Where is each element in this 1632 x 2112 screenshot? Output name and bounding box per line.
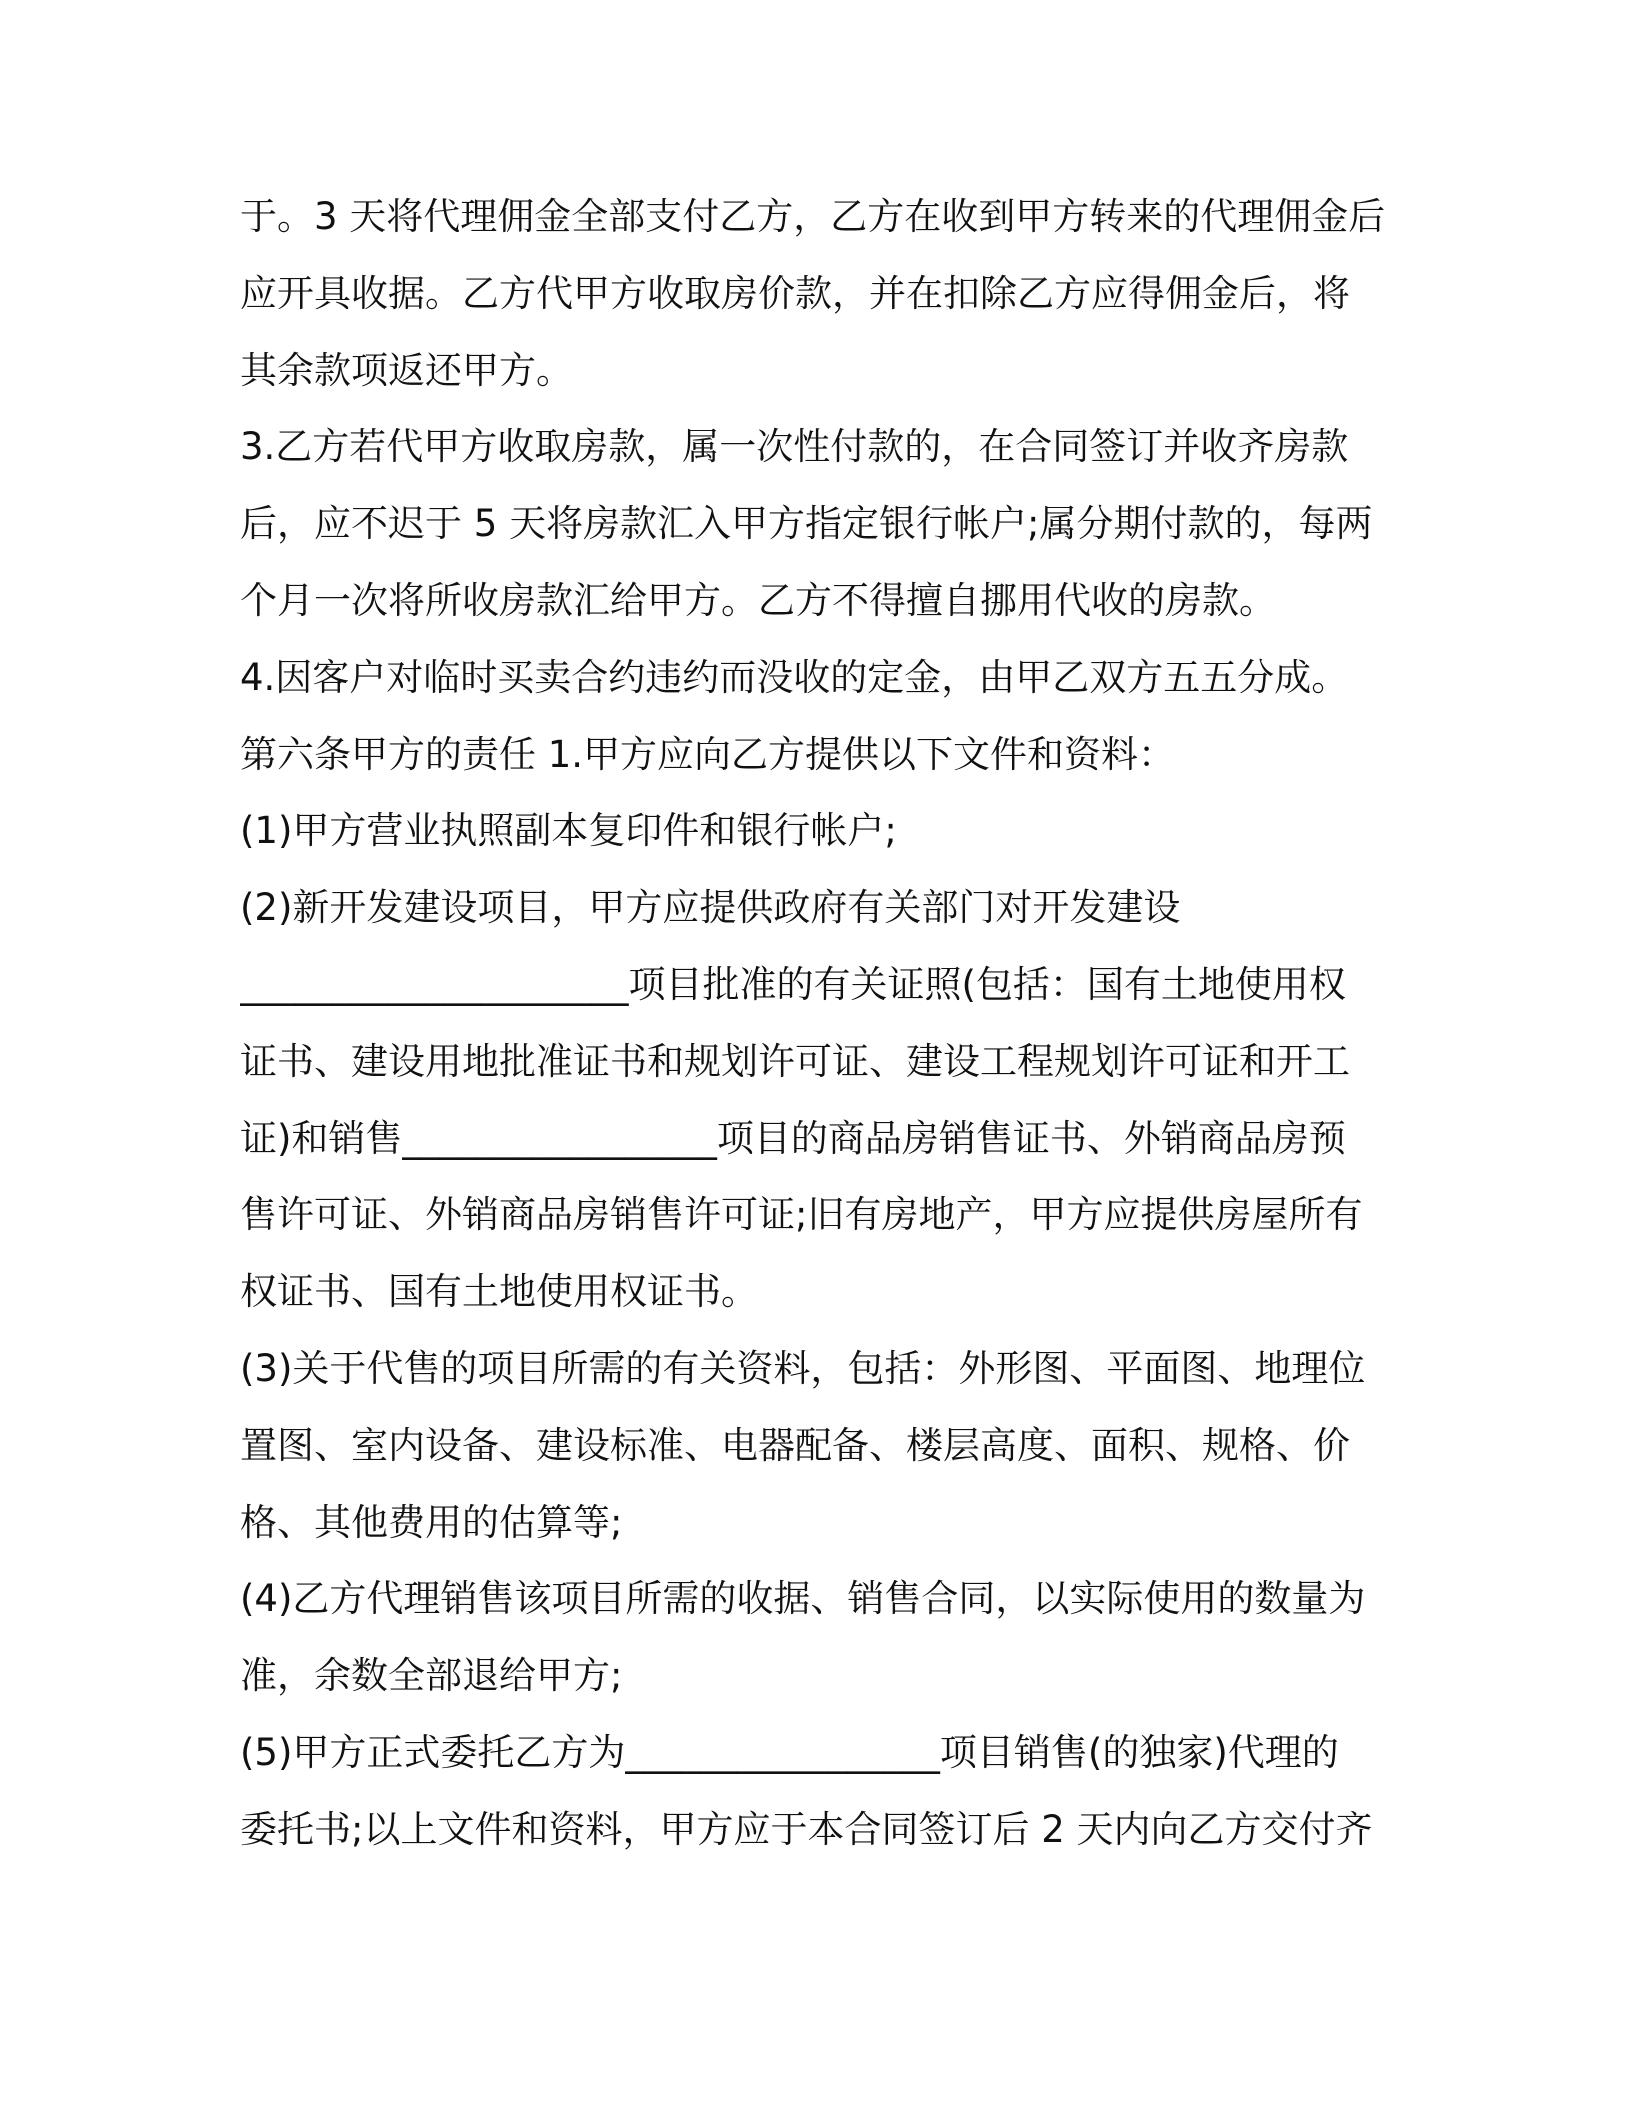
text-line: _____________________项目批准的有关证照(包括：国有土地使用权 [240, 962, 1346, 1006]
body-text [240, 179, 1400, 1869]
text-line: (4)乙方代理销售该项目所需的收据、销售合同，以实际使用的数量为 [240, 1577, 1366, 1621]
text-line: 证书、建设用地批准证书和规划许可证、建设工程规划许可证和开工 [240, 1039, 1350, 1083]
text-line: 证)和销售_________________项目的商品房销售证书、外销商品房预 [240, 1116, 1346, 1160]
text-line: 后，应不迟于 5 天将房款汇入甲方指定银行帐户;属分期付款的，每两 [240, 502, 1373, 546]
section-heading-line: 第六条甲方的责任 1.甲方应向乙方提供以下文件和资料： [240, 732, 1176, 776]
text-line: 准，余数全部退给甲方; [240, 1654, 623, 1698]
text-line: (3)关于代售的项目所需的有关资料，包括：外形图、平面图、地理位 [240, 1346, 1366, 1390]
text-line: 于。3 天将代理佣金全部支付乙方，乙方在收到甲方转来的代理佣金后 [240, 195, 1386, 238]
text-line: 个月一次将所收房款汇给甲方。乙方不得擅自挪用代收的房款。 [240, 578, 1276, 622]
text-line: 格、其他费用的估算等; [240, 1500, 623, 1544]
text-line: 其余款项返还甲方。 [240, 348, 573, 392]
text-line: 3.乙方若代甲方收取房款，属一次性付款的，在合同签订并收齐房款 [240, 425, 1349, 469]
text-line: (1)甲方营业执照副本复印件和银行帐户; [240, 809, 897, 853]
text-line: 权证书、国有土地使用权证书。 [240, 1270, 758, 1314]
text-line: 4.因客户对临时买卖合约违约而没收的定金，由甲乙双方五五分成。 [240, 655, 1349, 699]
text-line: (2)新开发建设项目，甲方应提供政府有关部门对开发建设 [240, 886, 1181, 930]
text-line: 置图、室内设备、建设标准、电器配备、楼层高度、面积、规格、价 [240, 1423, 1350, 1467]
text-line: 售许可证、外销商品房销售许可证;旧有房地产，甲方应提供房屋所有 [240, 1193, 1363, 1237]
text-line: (5)甲方正式委托乙方为_________________项目销售(的独家)代理的 [240, 1730, 1339, 1774]
text-line: 委托书;以上文件和资料，甲方应于本合同签订后 2 天内向乙方交付齐 [240, 1807, 1373, 1851]
text-line: 应开具收据。乙方代甲方收取房价款，并在扣除乙方应得佣金后，将 [240, 271, 1350, 315]
